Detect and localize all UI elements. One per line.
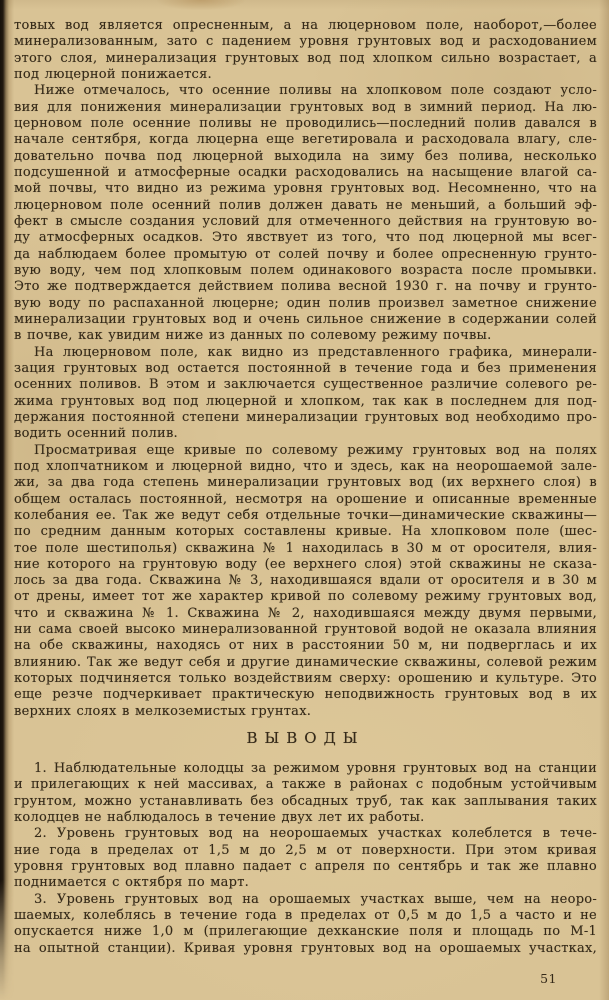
text-line: колодцев не наблюдалось в течение двух лет их работы. bbox=[14, 810, 425, 826]
text-line: ние года в пределах от 1,5 м до 2,5 м от поверхности. При этом кривая bbox=[14, 842, 597, 858]
text-line: ние которого на грунтовую воду (ее верхнего слоя) этой скважины не сказа- bbox=[14, 556, 597, 572]
text-line: 2. Уровень грунтовых вод на неорошаемых участках колеблется в тече- bbox=[34, 826, 597, 842]
text-line: общем осталась постоянной, несмотря на орошение и описанные временные bbox=[14, 491, 597, 507]
page-edge-shade bbox=[599, 0, 609, 1000]
text-line: колебания ее. Так же ведут себя отдельные точки—динамические скважины— bbox=[14, 507, 597, 523]
text-line: осенних поливов. В этом и заключается существенное различие солевого ре- bbox=[14, 377, 597, 393]
text-line: и прилегающих к ней массивах, а также в районах с подобным устойчивым bbox=[14, 777, 597, 793]
text-line: вия для понижения минерализации грунтовых вод в зимний период. На лю- bbox=[14, 99, 597, 115]
text-line: начале сентября, когда люцерна еще вегетировала и расходовала влагу, сле- bbox=[14, 132, 597, 148]
text-line: верхних слоях в мелкоземистых грунтах. bbox=[14, 703, 312, 719]
text-line: ду атмосферных осадков. Это явствует из того, что под люцерной мы всег- bbox=[14, 230, 597, 246]
text-line: от дрены, имеет тот же характер кривой по солевому режиму грунтовых вод, bbox=[14, 589, 597, 605]
paragraph bbox=[14, 345, 597, 443]
text-line: товых вод является опресненным, а на люцерновом поле, наоборот,—более bbox=[14, 18, 597, 33]
text-line: фект в смысле создания условий для отмеченного действия на грунтовую во- bbox=[14, 213, 597, 229]
paragraph bbox=[14, 892, 597, 957]
text-line: Это же подтверждается действием полива весной 1930 г. на почву и грунто- bbox=[14, 279, 597, 295]
text-line: церновом поле осенние поливы не проводились—последний полив давался в bbox=[14, 115, 597, 131]
text-line: На люцерновом поле, как видно из представленного графика, минерали- bbox=[34, 344, 597, 360]
text-line: в почве, как увидим ниже из данных по солевому режиму почвы. bbox=[14, 328, 492, 344]
text-line: люцерновом поле осенний полив должен давать не меньший, а больший эф- bbox=[14, 197, 597, 213]
page-number: 51 bbox=[540, 971, 557, 986]
text-line: уровня грунтовых вод плавно падает с апреля по сентябрь и так же плавно bbox=[14, 859, 597, 875]
text-block bbox=[14, 18, 597, 957]
text-line: держания постоянной степени минерализации грунтовых вод необходимо про- bbox=[14, 409, 597, 425]
text-line: по средним данным которых составлены кривые. На хлопковом поле (шес- bbox=[14, 524, 597, 540]
paragraph bbox=[14, 443, 597, 721]
text-line: зация грунтовых вод остается постоянной в течение года и без применения bbox=[14, 360, 597, 376]
text-line: шаемых, колеблясь в течение года в пределах от 0,5 м до 1,5 а часто и не bbox=[14, 908, 597, 924]
text-line: ни сама своей высоко минерализованной грунтовой водой не оказала влияния bbox=[14, 622, 597, 638]
text-line: этого слоя, минерализация грунтовых вод под хлопком сильно возрастает, а bbox=[14, 50, 597, 66]
text-line: вую воду, чем под хлопковым полем одинакового возраста после промывки. bbox=[14, 262, 597, 278]
text-line: довательно почва под люцерной выходила на зиму без полива, несколько bbox=[14, 148, 597, 164]
text-line: на опытной станции). Кривая уровня грунтовых вод на орошаемых участках, bbox=[14, 940, 597, 956]
text-line: жи, за два года степень минерализации грунтовых вод (их верхнего слоя) в bbox=[14, 475, 597, 491]
text-line: да наблюдаем более промытую от солей почву и более опресненную грунто- bbox=[14, 246, 597, 262]
binding-shadow bbox=[0, 0, 14, 1000]
paragraph bbox=[14, 83, 597, 344]
text-line: под хлопчатником и люцерной видно, что и здесь, как на неорошаемой зале- bbox=[14, 458, 597, 474]
text-line: грунтом, можно устанавливать без обсадных труб, так как заплывания таких bbox=[14, 793, 597, 809]
text-line: водить осенний полив. bbox=[14, 426, 178, 442]
text-line: минерализации грунтовых вод и очень сильное снижение в содержании солей bbox=[14, 311, 597, 327]
text-line: Просматривая еще кривые по солевому режиму грунтовых вод на полях bbox=[34, 442, 597, 458]
text-line: лось за два года. Скважина № 3, находившаяся вдали от оросителя и в 30 м bbox=[14, 573, 597, 589]
text-line: вую воду по распаханной люцерне; один полив произвел заметное снижение bbox=[14, 295, 597, 311]
text-line: подсушенной и атмосферные осадки расходовались на насыщение влагой са- bbox=[14, 164, 597, 180]
text-line: влиянию. Так же ведут себя и другие динамические скважины, солевой режим bbox=[14, 654, 597, 670]
text-line: поднимается с октября по март. bbox=[14, 875, 250, 891]
text-line: которых подчиняется только воздействиям сверху: орошению и культуре. Это bbox=[14, 671, 597, 687]
section-heading: ВЫВОДЫ bbox=[246, 729, 365, 748]
text-line: тое поле шестиполья) скважина № 1 находилась в 30 м от оросителя, влия- bbox=[14, 540, 597, 556]
paragraph bbox=[14, 761, 597, 826]
text-line: жима грунтовых вод под люцерной и хлопком, так как в последнем для под- bbox=[14, 393, 597, 409]
paragraph bbox=[14, 18, 597, 83]
text-line: минерализованным, зато с падением уровня грунтовых вод и расходованием bbox=[14, 34, 597, 50]
text-line: под люцерной понижается. bbox=[14, 66, 212, 82]
paragraph bbox=[14, 826, 597, 891]
text-line: 3. Уровень грунтовых вод на орошаемых участках выше, чем на неоро- bbox=[34, 891, 597, 907]
text-line: еще резче подчеркивает практическую неподвижность грунтовых вод в их bbox=[14, 687, 597, 703]
text-line: 1. Наблюдательные колодцы за режимом уровня грунтовых вод на станции bbox=[34, 761, 597, 777]
text-line: мой почвы, что видно из режима уровня грунтовых вод. Несомненно, что на bbox=[14, 181, 597, 197]
text-line: что и скважина № 1. Скважина № 2, находившаяся между двумя первыми, bbox=[14, 605, 597, 621]
text-line: на обе скважины, находясь от них в расстоянии 50 м, ни подверглась и их bbox=[14, 638, 597, 654]
text-line: опускается ниже 1,0 м (прилегающие дехканские поля и площадь по М-1 bbox=[14, 924, 597, 940]
text-line: Ниже отмечалось, что осенние поливы на хлопковом поле создают усло- bbox=[34, 83, 597, 99]
